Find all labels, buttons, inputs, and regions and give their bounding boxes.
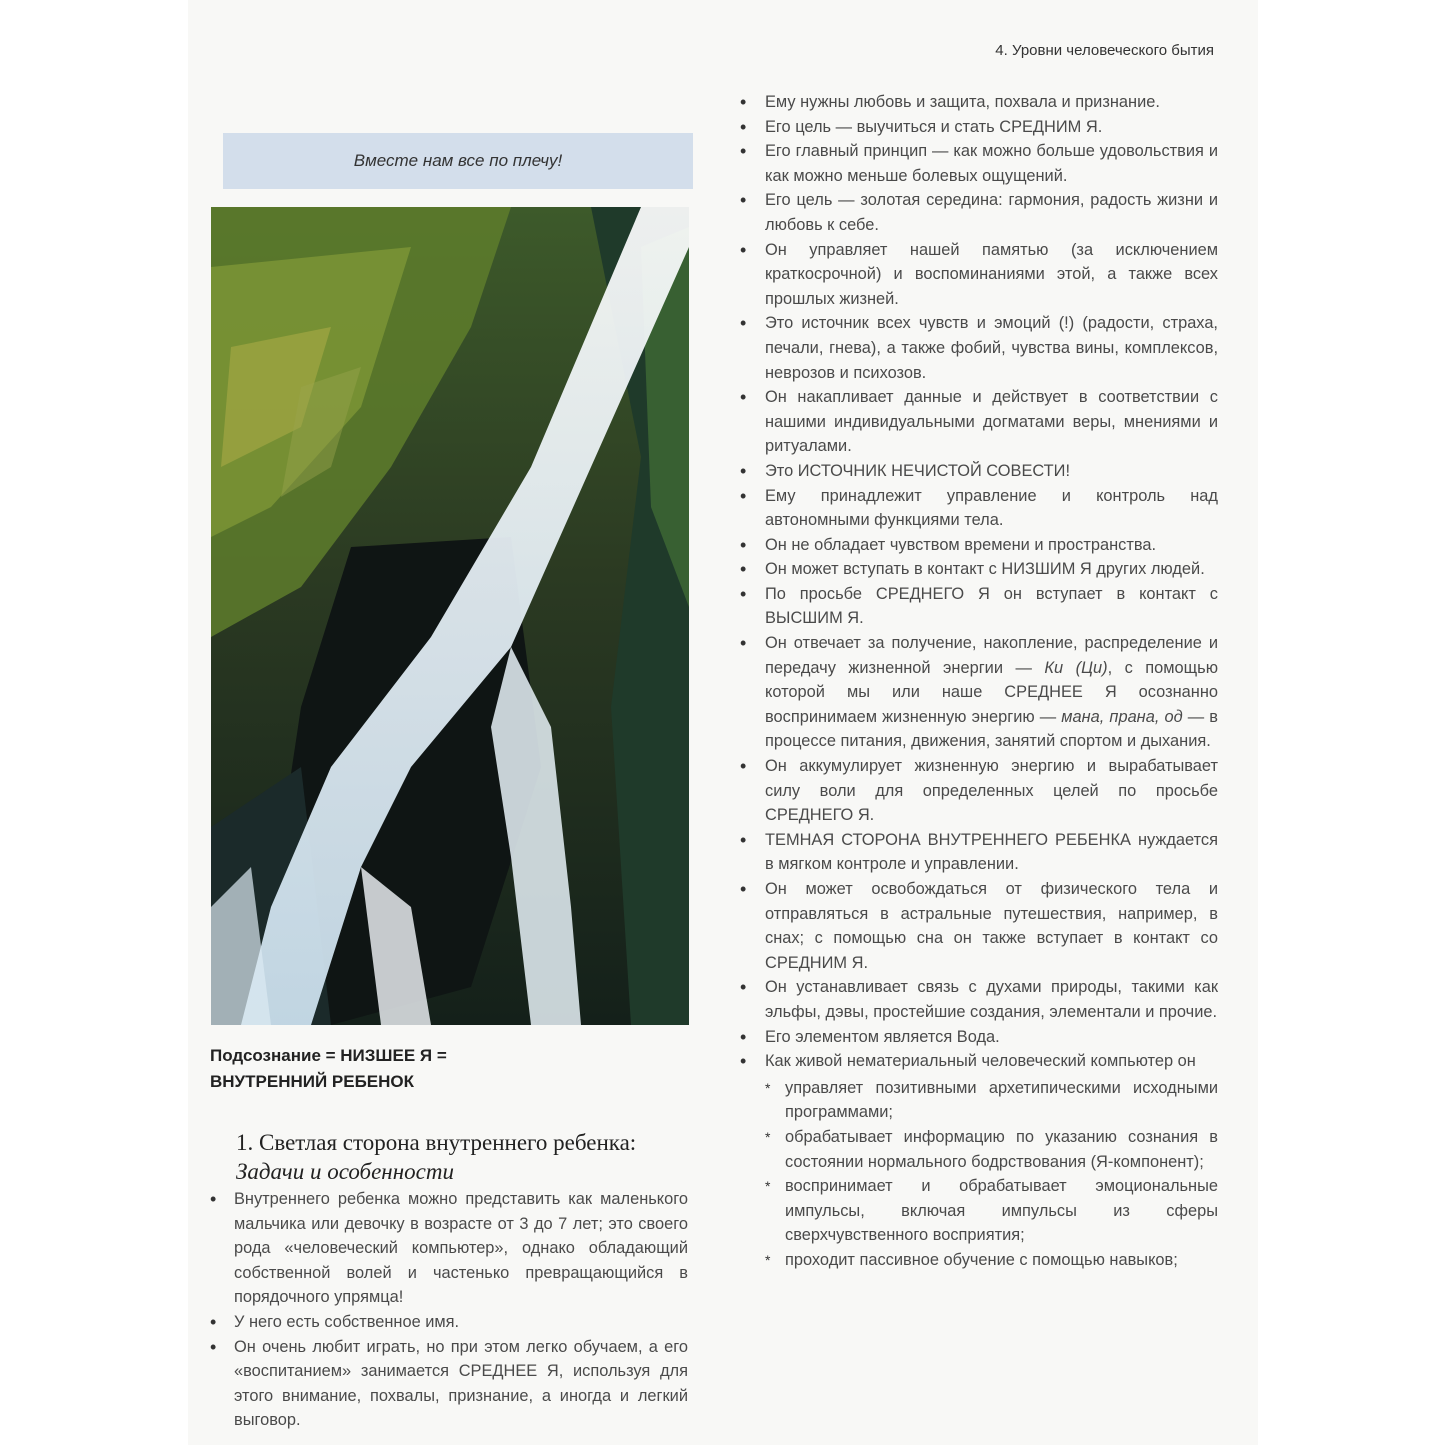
list-item: • Это ИСТОЧНИК НЕЧИСТОЙ СОВЕСТИ! xyxy=(736,459,1218,484)
list-item: • Это источник всех чувств и эмоций (!) (радости, страха, печали, гнева), а также фобий, чувства вины, комплексов, неврозов и психозов. xyxy=(736,311,1218,385)
list-item: • Ему принадлежит управление и контроль над автономными функциями тела. xyxy=(736,484,1218,533)
section-subtitle: Задачи и особенности xyxy=(236,1159,454,1184)
right-bullet-list xyxy=(736,90,1218,1273)
list-item: • У него есть собственное имя. xyxy=(210,1310,688,1335)
list-item: • Он аккумулирует жизненную энергию и вырабатывает силу воли для определенных целей по просьбе СРЕДНЕГО Я. xyxy=(736,754,1218,828)
energy-text-c: — в процессе питания, движения, занятий спортом и дыхания. xyxy=(765,707,1219,751)
list-item: • Он может вступать в контакт с НИЗШИМ Я других людей. xyxy=(736,557,1218,582)
subconscious-heading xyxy=(210,1043,510,1095)
sub-list-item: * воспринимает и обрабатывает эмоциональные импульсы, включая импульсы из сферы сверхчувственного восприятия; xyxy=(765,1174,1218,1248)
list-item: • ТЕМНАЯ СТОРОНА ВНУТРЕННЕГО РЕБЕНКА нуждается в мягком контроле и управлении. xyxy=(736,828,1218,877)
computer-sub-list xyxy=(765,1076,1218,1273)
sub-list-item: * управляет позитивными архетипическими исходными программами; xyxy=(765,1076,1218,1125)
sub-list-item: * обрабатывает информацию по указанию сознания в состоянии нормального бодрствования (Я-компонент); xyxy=(765,1125,1218,1174)
computer-intro: Как живой нематериальный человеческий компьютер он xyxy=(765,1052,1196,1071)
list-item: • Он управляет нашей памятью (за исключением краткосрочной) и воспоминаниями этой, а также всех прошлых жизней. xyxy=(736,238,1218,312)
section-title: 1. Светлая сторона внутреннего ребенка: xyxy=(236,1130,637,1155)
list-item: • Его элементом является Вода. xyxy=(736,1025,1218,1050)
list-item-computer xyxy=(736,1049,1218,1272)
waterfall-photo xyxy=(211,207,689,1025)
list-item: • Он может освобождаться от физического тела и отправляться в астральные путешествия, например, в снах; с помощью сна он также вступает в контакт со СРЕДНИМ Я. xyxy=(736,877,1218,975)
list-item: • Он очень любит играть, но при этом легко обучаем, а его «воспитанием» занимается СРЕДНЕЕ Я, используя для этого внимание, похвалы, признание, а иногда и легкий выговор. xyxy=(210,1335,688,1433)
section-heading xyxy=(236,1128,706,1186)
subconscious-heading-line1: Подсознание = НИЗШЕЕ Я = xyxy=(210,1046,447,1065)
photo-caption: Вместе нам все по плечу! xyxy=(223,133,693,189)
energy-term-mana: мана, прана, од xyxy=(1061,707,1183,726)
list-item: • Его главный принцип — как можно больше удовольствия и как можно меньше болевых ощущений. xyxy=(736,139,1218,188)
list-item: • Он устанавливает связь с духами природы, такими как эльфы, дэвы, простейшие создания, элементали и прочие. xyxy=(736,975,1218,1024)
energy-term-ki: Ки (Ци) xyxy=(1044,658,1108,677)
list-item: • Он не обладает чувством времени и пространства. xyxy=(736,533,1218,558)
list-item: • Он накапливает данные и действует в соответствии с нашими индивидуальными догматами веры, мнениями и ритуалами. xyxy=(736,385,1218,459)
energy-text-b: , с помощью которой мы или наше СРЕДНЕЕ Я осознанно воспринимаем жизненную энергию — xyxy=(765,658,1218,726)
list-item: • По просьбе СРЕДНЕГО Я он вступает в контакт с ВЫСШИМ Я. xyxy=(736,582,1218,631)
subconscious-heading-line2: ВНУТРЕННИЙ РЕБЕНОК xyxy=(210,1072,415,1091)
list-item: • Его цель — золотая середина: гармония, радость жизни и любовь к себе. xyxy=(736,188,1218,237)
list-item: • Его цель — выучиться и стать СРЕДНИМ Я. xyxy=(736,115,1218,140)
book-page xyxy=(188,0,1258,1445)
left-bullet-list xyxy=(210,1187,688,1433)
list-item: • Ему нужны любовь и защита, похвала и признание. xyxy=(736,90,1218,115)
running-head: 4. Уровни человеческого бытия xyxy=(995,42,1214,59)
sub-list-item: * проходит пассивное обучение с помощью навыков; xyxy=(765,1248,1218,1273)
energy-text-a: Он отвечает за получение, накопление, распределение и передачу жизненной энергии — xyxy=(765,634,1218,677)
list-item: • Внутреннего ребенка можно представить как маленького мальчика или девочку в возрасте от 3 до 7 лет; это своего рода «человеческий компьютер», однако обладающий собственной волей и частенько превращающийся в порядочного упрямца! xyxy=(210,1187,688,1310)
list-item-energy xyxy=(736,631,1218,754)
